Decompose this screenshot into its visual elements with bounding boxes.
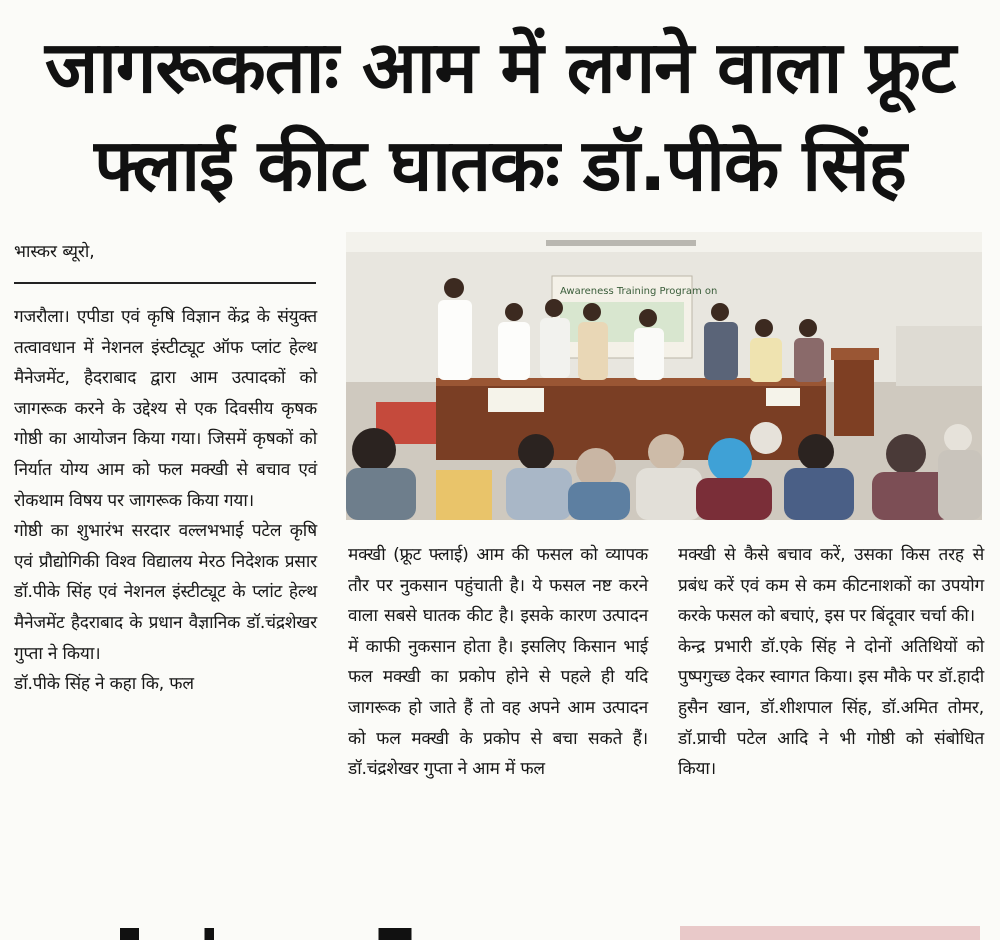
article-column-3	[678, 540, 984, 785]
paragraph: मक्खी (फ्रूट फ्लाई) आम की फसल को व्यापक तौर पर नुकसान पहुंचाती है। ये फसल नष्ट करने वाला सबसे घातक कीट है। इसके कारण उत्पादन में काफी नुकसान होता है। इसलिए किसान भाई फल मक्खी का प्रकोप होने से पहले ही यदि जागरूक हो जाते हैं तो वह अपने आम उत्पादन को फल मक्खी के प्रकोप से बचा सकते हैं। डॉ.चंद्रशेखर गुप्ता ने आम में फल	[348, 545, 648, 780]
adjacent-column-fragment	[680, 926, 980, 940]
event-photo	[346, 232, 982, 520]
event-photo-illustration	[346, 232, 982, 520]
paragraph: डॉ.पीके सिंह ने कहा कि, फल	[14, 674, 194, 695]
byline-divider	[14, 282, 316, 284]
paragraph: मक्खी से कैसे बचाव करें, उसका किस तरह से प्रबंध करें एवं कम से कम कीटनाशकों का उपयोग करके फसल को बचाएं, इस पर बिंदूवार चर्चा की।	[678, 545, 984, 627]
headline-line-1: जागरूकताः आम में लगने वाला फ्रूट	[44, 25, 956, 109]
article-column-1	[14, 302, 317, 700]
byline: भास्कर ब्यूरो,	[14, 242, 95, 262]
paragraph: केन्द्र प्रभारी डॉ.एके सिंह ने दोनों अतिथियों को पुष्पगुच्छ देकर स्वागत किया। इस मौके पर डॉ.हादी हुसैन खान, डॉ.शीशपाल सिंह, डॉ.अमित तोमर, डॉ.प्राची पटेल आदि ने भी गोष्ठी को संबोधित किया।	[678, 636, 984, 780]
paragraph: गोष्ठी का शुभारंभ सरदार वल्लभभाई पटेल कृषि एवं प्रौद्योगिकी विश्व विद्यालय मेरठ निदेशक प्रसार डॉ.पीके सिंह एवं नेशनल इंस्टीट्यूट के प्लांट हेल्थ मैनेजमेंट हैदराबाद के प्रधान वैज्ञानिक डॉ.चंद्रशेखर गुप्ता ने किया।	[14, 521, 317, 664]
headline	[0, 18, 1000, 214]
article-column-2	[348, 540, 648, 785]
headline-line-2: फ्लाई कीट घातकः डॉ.पीके सिंह	[94, 123, 906, 207]
next-headline-fragment	[120, 928, 590, 940]
paragraph: गजरौला। एपीडा एवं कृषि विज्ञान केंद्र के संयुक्त तत्वावधान में नेशनल इंस्टीट्यूट ऑफ प्लांट हेल्थ मैनेजमेंट, हैदराबाद द्वारा आम उत्पादकों को जागरूक करने के उद्देश्य से एक दिवसीय कृषक गोष्ठी का आयोजन किया गया। जिसमें कृषकों को निर्यात योग्य आम को फल मक्खी से बचाव एवं रोकथाम विषय पर जागरूक किया गया।	[14, 307, 317, 511]
banner-text: Awareness Training Program on	[560, 286, 718, 297]
